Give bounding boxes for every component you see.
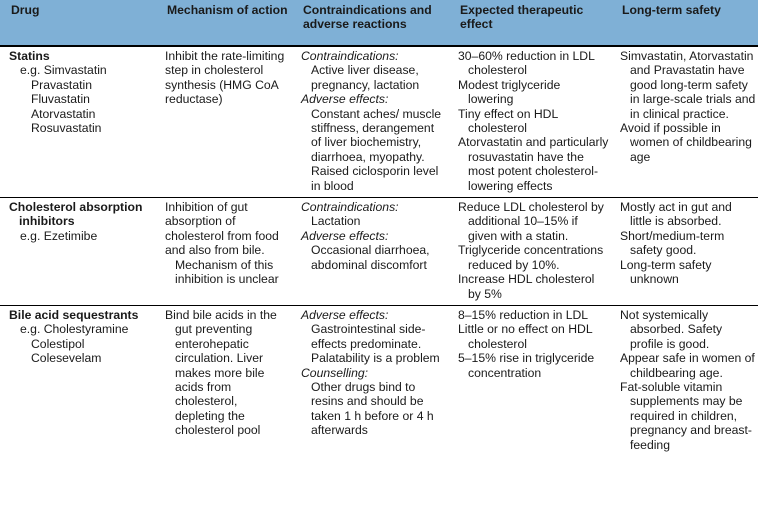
effect-text: 30–60% reduction in LDL cholesterol [458,49,595,78]
contra-cell [292,198,449,306]
header-therapeutic-effect: Expected therapeutic effect [449,0,611,46]
safety-text: Short/medium-term safety good. [620,228,725,258]
drug-example: Atorvastatin [31,106,96,121]
mechanism-text: Bind bile acids in the gut preventing enterohepatic circulation. Liver makes more bile acids from cholesterol, depleting the cholesterol pool [165,307,277,438]
contra-label: Contraindications: [301,200,399,215]
header-contraindications: Contraindications and adverse reactions [292,0,449,46]
drug-name: Statins [9,49,50,63]
contra-text: Gastrointestinal side-effects predominate. Palatability is a problem [311,322,440,366]
drug-example: Pravastatin [31,77,92,92]
safety-text: Long-term safety unknown [620,257,712,287]
safety-text: Mostly act in gut and little is absorbed. [620,200,732,229]
safety-text: Fat-soluble vitamin supplements may be required in children, pregnancy and breast-feeding [620,379,752,452]
safety-cell [611,46,758,198]
safety-text: Appear safe in women of childbearing age. [620,351,755,380]
safety-text: Not systemically absorbed. Safety profile is good. [620,307,723,351]
drug-example: Fluvastatin [31,92,90,107]
effect-text: Tiny effect on HDL cholesterol [458,106,558,136]
effect-text: Increase HDL cholesterol by 5% [458,272,595,301]
effect-text: 8–15% reduction in LDL [458,307,589,322]
drug-example: Colesevelam [31,351,102,366]
mechanism-text: Inhibit the rate-limiting step in cholesterol synthesis (HMG CoA reductase) [165,49,285,107]
effect-text: Modest triglyceride lowering [458,77,561,107]
header-mechanism: Mechanism of action [156,0,292,46]
mechanism-text: Mechanism of this inhibition is unclear [175,257,279,287]
table-header [0,0,758,46]
contra-text: Occasional diarrhoea, abdominal discomfort [311,243,430,272]
safety-text: Simvastatin, Atorvastatin and Pravastatin have good long-term safety in large-scale trials and in clinical practice. [620,49,756,121]
safety-cell [611,305,758,456]
mechanism-cell [156,198,292,306]
safety-cell [611,198,758,306]
drug-example: e.g. Ezetimibe [20,228,98,243]
effect-text: Triglyceride concentrations reduced by 10%. [458,243,604,272]
contra-label: Contraindications: [301,49,399,63]
contra-text: Other drugs bind to resins and should be taken 1 h before or 4 h afterwards [311,379,434,438]
drug-cell [0,305,156,456]
drug-cell [0,198,156,306]
effect-cell [449,46,611,198]
effect-text: Little or no effect on HDL cholesterol [458,322,593,351]
header-long-term-safety: Long-term safety [611,0,758,46]
drug-name: Cholesterol absorption inhibitors [9,200,143,229]
contra-text: Constant aches/ muscle stiffness, derangement of liver biochemistry, diarrhoea, myopathy. Raised ciclosporin level in blood [311,106,442,193]
contra-cell [292,305,449,456]
header-drug: Drug [0,0,156,46]
drug-example: e.g. Simvastatin [20,63,107,78]
drug-example: Rosuvastatin [31,121,102,136]
contra-cell [292,46,449,198]
drug-example: e.g. Cholestyramine [20,322,129,337]
effect-text: Reduce LDL cholesterol by additional 10–15% if given with a statin. [458,200,604,243]
mechanism-cell [156,46,292,198]
table-row [0,46,758,198]
contra-text: Lactation [311,214,361,229]
mechanism-text: Inhibition of gut absorption of cholesterol from food and also from bile. [165,200,279,258]
drug-cell [0,46,156,198]
contra-label: Counselling: [301,365,369,380]
effect-text: 5–15% rise in triglyceride concentration [458,351,595,380]
drug-name: Bile acid sequestrants [9,307,139,322]
safety-text: Avoid if possible in women of childbearing age [620,121,752,164]
effect-text: Atorvastatin and particularly rosuvastatin have the most potent cholesterol-lowering effects [458,135,609,193]
effect-cell [449,305,611,456]
contra-label: Adverse effects: [301,307,389,322]
contra-text: Active liver disease, pregnancy, lactation [311,63,420,92]
table-row [0,198,758,306]
drug-example: Colestipol [31,336,85,351]
contra-label: Adverse effects: [301,228,389,243]
table-row [0,305,758,456]
mechanism-cell [156,305,292,456]
effect-cell [449,198,611,306]
contra-label: Adverse effects: [301,92,389,107]
